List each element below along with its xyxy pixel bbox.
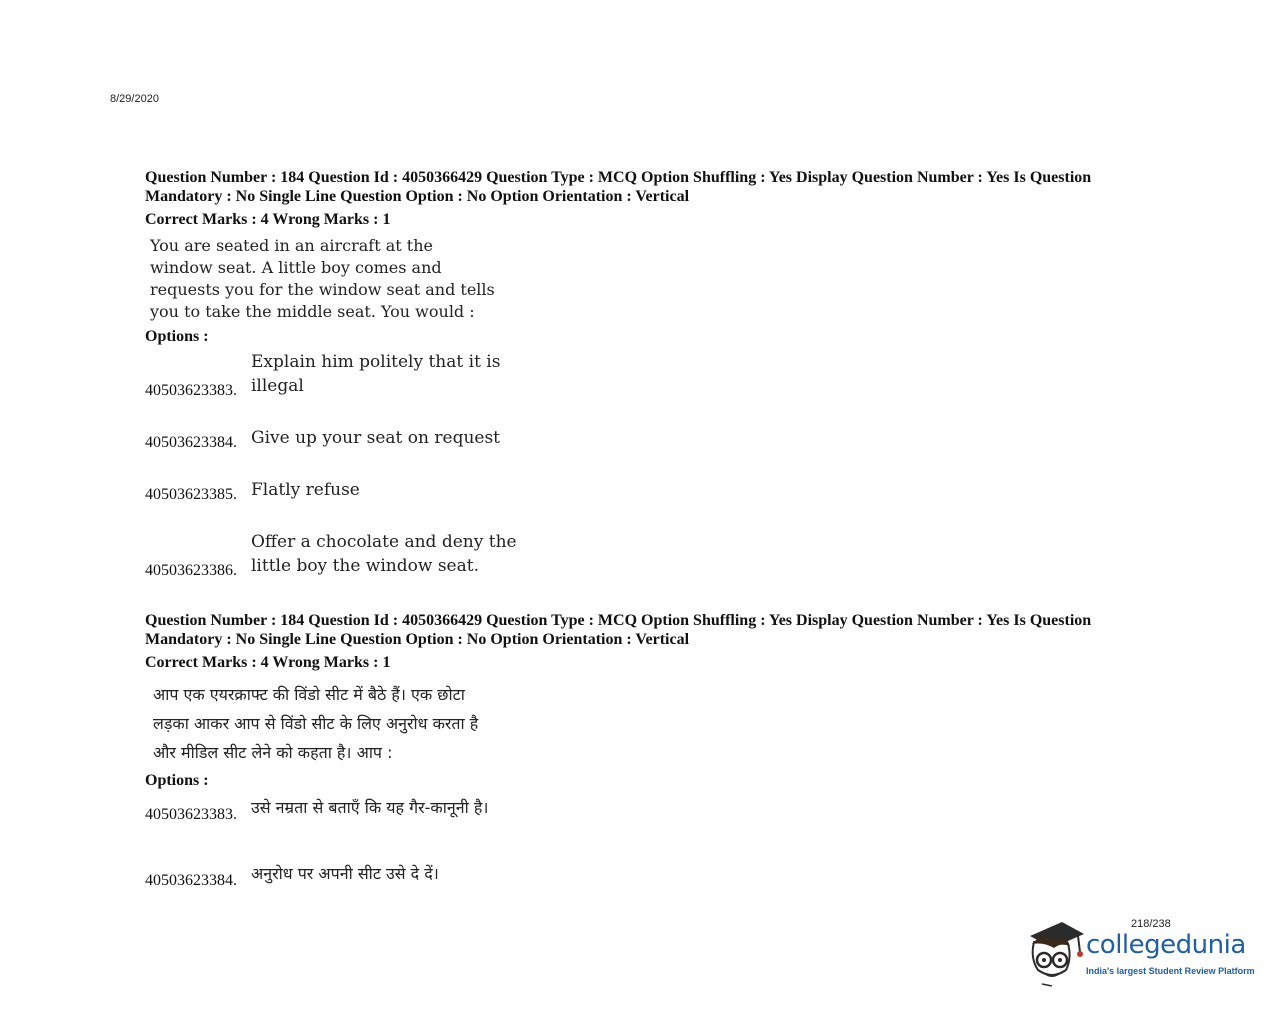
question-text: You are seated in an aircraft at the window seat. A little boy comes and requests you for the window seat and tells you to take the middle seat. You would : bbox=[150, 236, 495, 321]
question-meta: Question Number : 184 Question Id : 4050366429 Question Type : MCQ Option Shuffling : Yes Display Question Number : Yes Is Question Mandatory : No Single Line Question Option : No Option Orientation : Vertical bbox=[145, 612, 1092, 648]
page-number: 218/238 bbox=[1131, 918, 1171, 930]
collegedunia-logo bbox=[1022, 918, 1262, 988]
option-id: 40503623384. bbox=[145, 434, 237, 451]
option-item bbox=[145, 862, 1135, 890]
option-item bbox=[145, 530, 1135, 580]
option-id: 40503623383. bbox=[145, 806, 237, 823]
print-date: 8/29/2020 bbox=[110, 93, 159, 105]
option-text: Offer a chocolate and deny the little boy the window seat. bbox=[251, 532, 517, 576]
option-id: 40503623384. bbox=[145, 872, 237, 889]
option-text: Give up your seat on request bbox=[251, 428, 501, 448]
option-item bbox=[145, 350, 1135, 400]
logo-wordmark: collegedunia bbox=[1086, 930, 1246, 960]
question-text: आप एक एयरक्राफ्ट की विंडो सीट में बैठे हैं। एक छोटा लड़का आकर आप से विंडो सीट के लिए अनुरोध करता है और मीडिल सीट लेने को कहता है। आप : bbox=[153, 685, 479, 762]
options-label: Options : bbox=[145, 772, 209, 789]
option-text: Explain him politely that it is illegal bbox=[251, 352, 501, 396]
option-item bbox=[145, 478, 1135, 504]
question-marks: Correct Marks : 4 Wrong Marks : 1 bbox=[145, 211, 391, 228]
option-item bbox=[145, 426, 1135, 452]
option-text: Flatly refuse bbox=[251, 480, 360, 500]
option-id: 40503623385. bbox=[145, 486, 237, 503]
question-block-english bbox=[145, 168, 1135, 580]
option-item bbox=[145, 796, 1135, 824]
option-text: उसे नम्रता से बताएँ कि यह गैर-कानूनी है। bbox=[251, 798, 489, 817]
logo-tagline: India's largest Student Review Platform bbox=[1086, 966, 1255, 976]
option-id: 40503623386. bbox=[145, 562, 237, 579]
question-marks: Correct Marks : 4 Wrong Marks : 1 bbox=[145, 654, 391, 671]
mascot-icon bbox=[1022, 918, 1086, 988]
option-text: अनुरोध पर अपनी सीट उसे दे दें। bbox=[251, 864, 439, 883]
question-block-hindi bbox=[145, 611, 1135, 890]
options-label: Options : bbox=[145, 328, 209, 345]
question-meta: Question Number : 184 Question Id : 4050366429 Question Type : MCQ Option Shuffling : Yes Display Question Number : Yes Is Question Mandatory : No Single Line Question Option : No Option Orientation : Vertical bbox=[145, 169, 1092, 205]
option-id: 40503623383. bbox=[145, 382, 237, 399]
